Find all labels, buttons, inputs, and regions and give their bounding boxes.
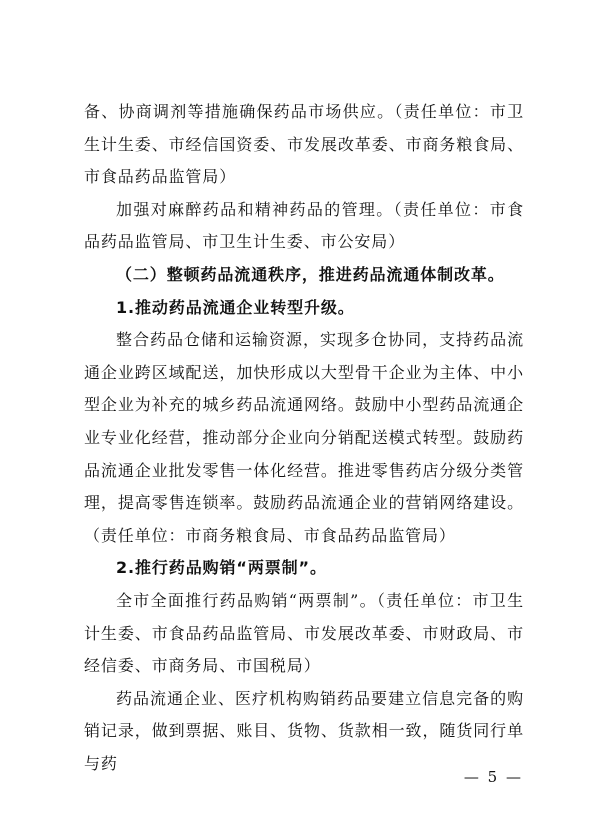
paragraph-1: 备、协商调剂等措施确保药品市场供应。（责任单位：市卫生计生委、市经信国资委、市发展改革委、市商务粮食局、市食品药品监管局） [84, 102, 524, 187]
page-number: — 5 — [463, 768, 523, 786]
subsection-heading-2: 2.推行药品购销“两票制”。 [116, 558, 327, 578]
section-heading-2: （二）整顿药品流通秩序，推进药品流通体制改革。 [116, 264, 505, 284]
paragraph-2: 加强对麻醉药品和精神药品的管理。（责任单位：市食品药品监管局、市卫生计生委、市公安局） [84, 199, 524, 252]
paragraph-5: 药品流通企业、医疗机构购销药品要建立信息完备的购销记录，做到票据、账目、货物、货款相一致，随货同行单与药 [84, 688, 524, 773]
paragraph-4: 全市全面推行药品购销“两票制”。（责任单位：市卫生计生委、市食品药品监管局、市发展改革委、市财政局、市经信委、市商务局、市国税局） [84, 590, 524, 676]
paragraph-3: 整合药品仓储和运输资源，实现多仓协同，支持药品流通企业跨区域配送，加快形成以大型骨干企业为主体、中小型企业为补充的城乡药品流通网络。鼓励中小型药品流通企业专业化经营，推动部分企业向分销配送模式转型。鼓励药品流通企业批发零售一体化经营。推进零售药店分级分类管理，提高零售连锁率。鼓励药品流通企业的营销网络建设。（责任单位：市商务粮食局、市食品药品监管局） [84, 330, 524, 545]
subsection-heading-1: 1.推动药品流通企业转型升级。 [116, 297, 355, 317]
document-body [84, 96, 524, 780]
